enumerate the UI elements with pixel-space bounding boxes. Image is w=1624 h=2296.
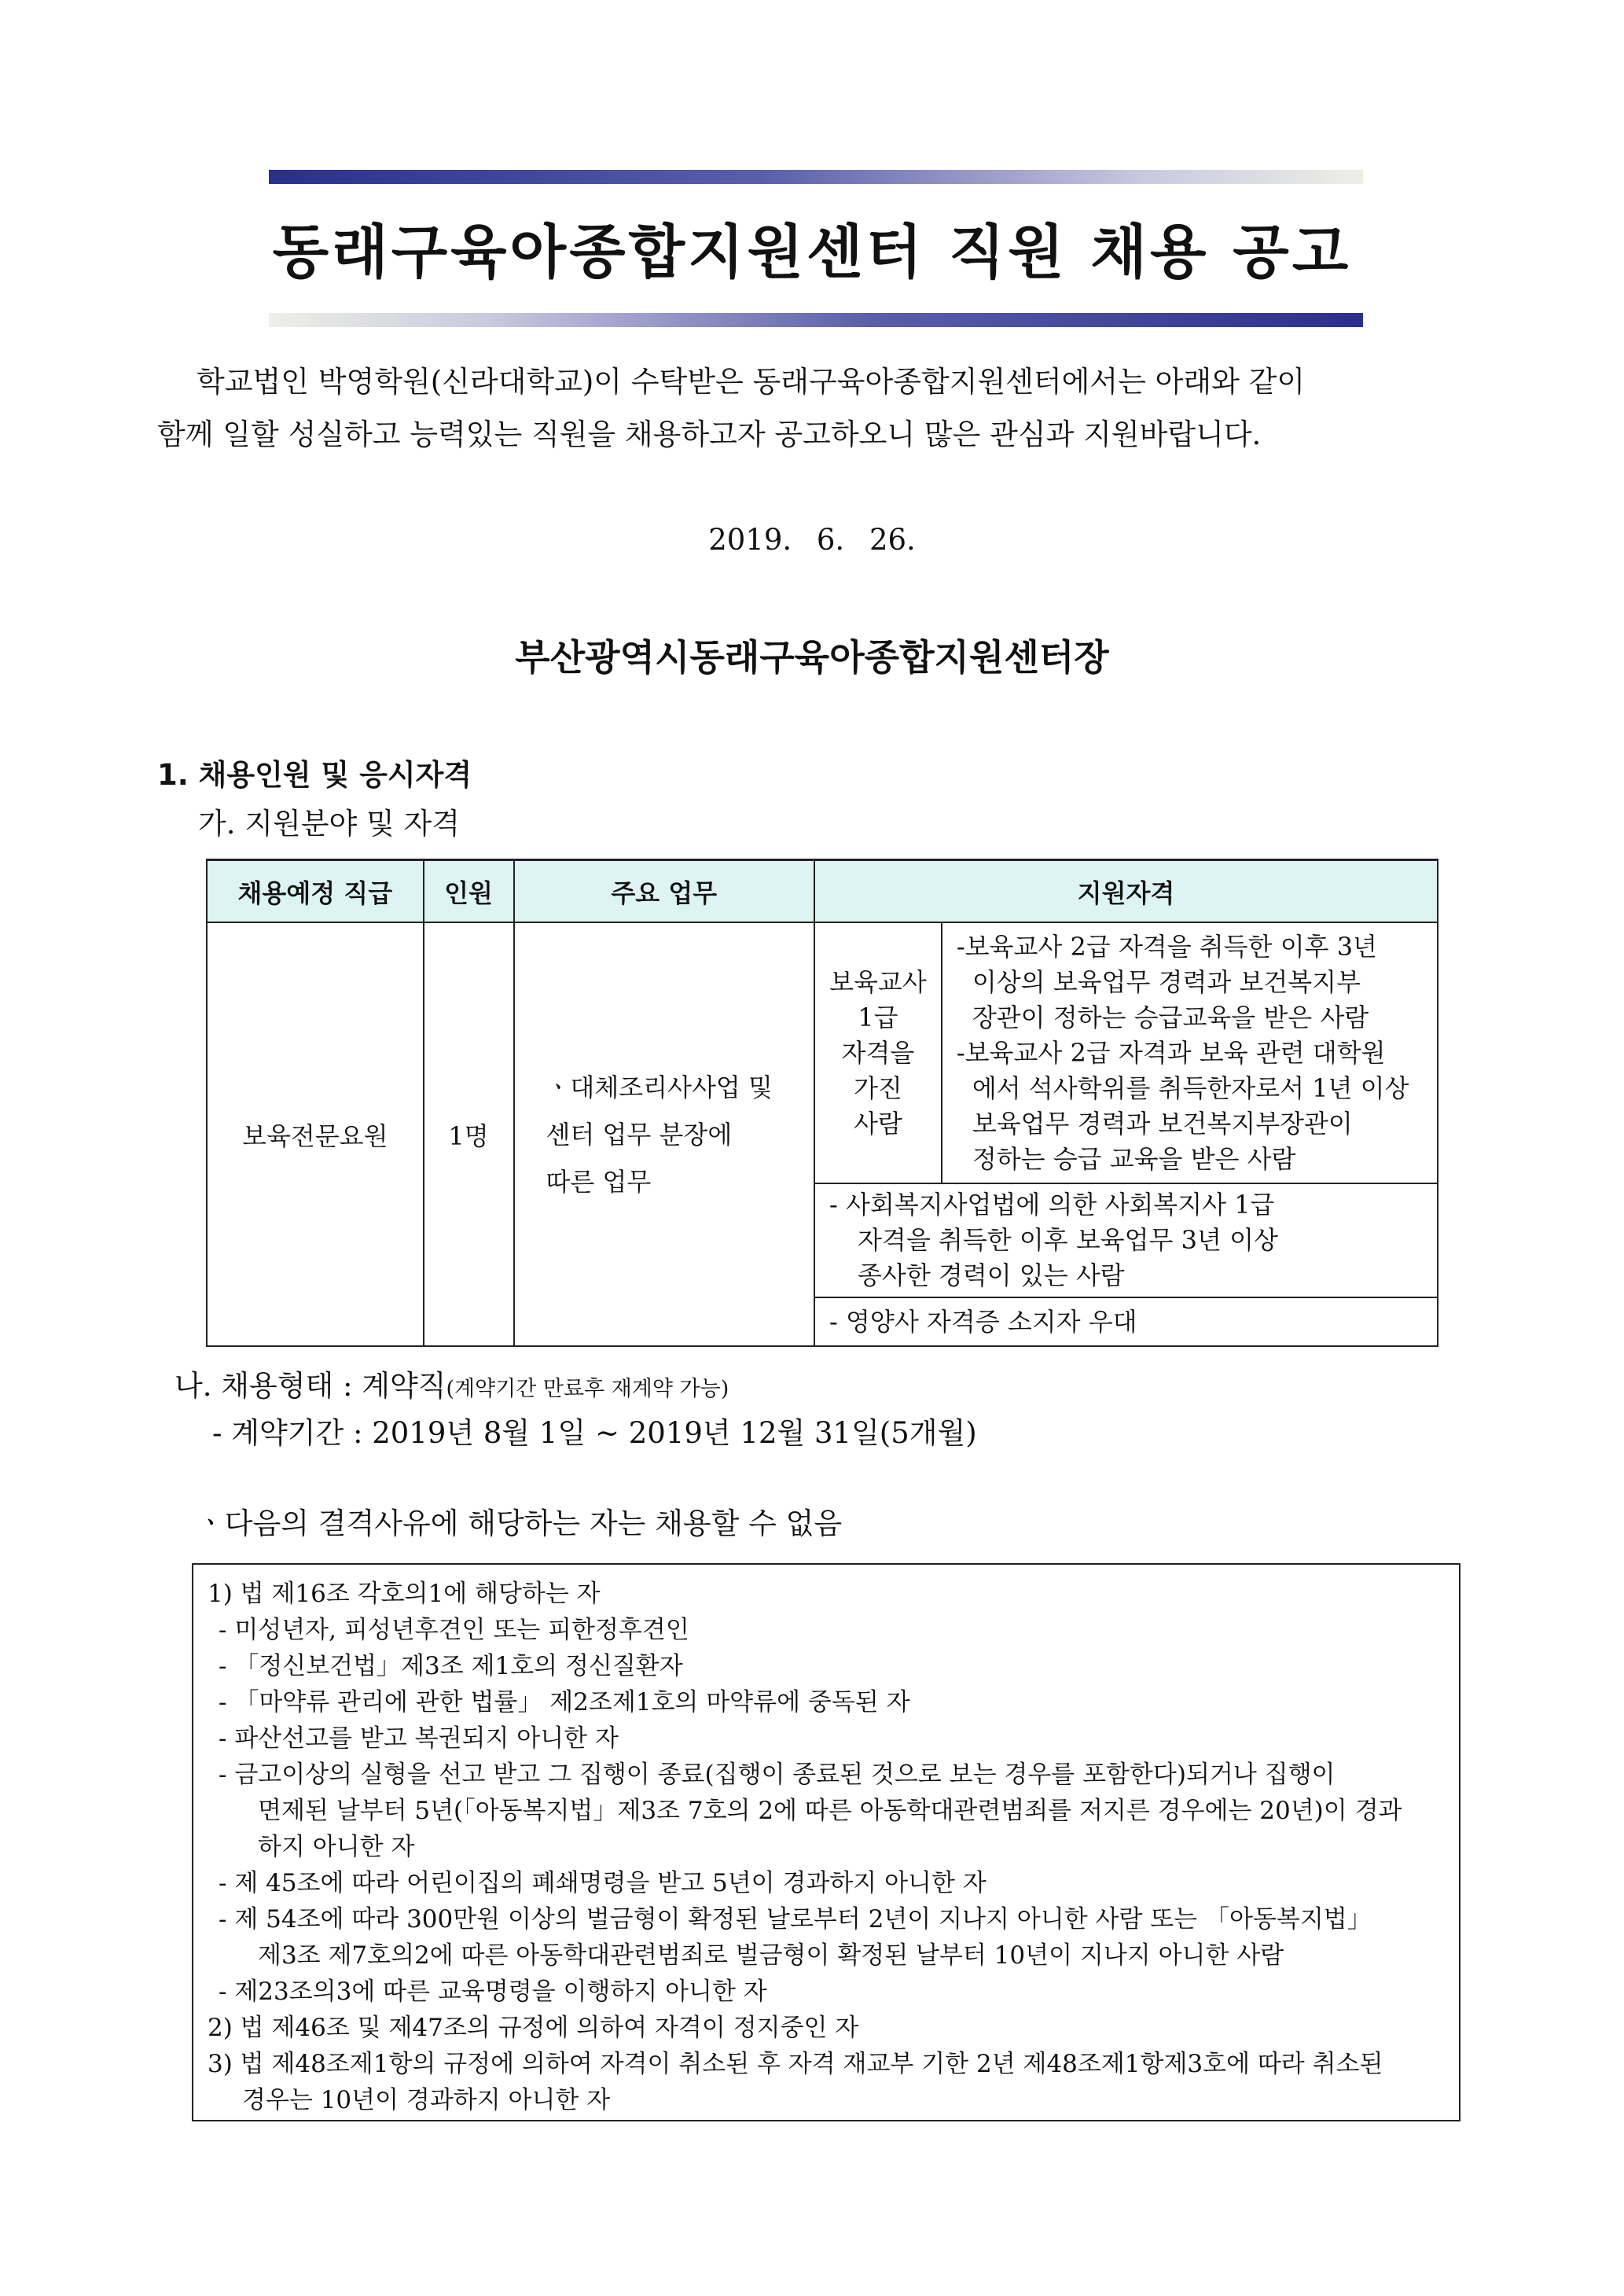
employment-type: 나. 채용형태 : 계약직 xyxy=(175,1369,446,1403)
cell-nutrition: - 영양사 자격증 소지자 우대 xyxy=(814,1297,1438,1346)
disq-line: - 「마약류 관리에 관한 법률」 제2조제1호의 마약류에 중독된 자 xyxy=(219,1688,910,1716)
duty-line: 따른 업무 xyxy=(546,1166,652,1197)
duty-line: ㆍ대체조리사사업 및 xyxy=(546,1072,773,1102)
disq-line: 면제된 날부터 5년(「아동복지법」제3조 7호의 2에 따른 아동학대관련범죄를 저지른 경우에는 20년)이 경과 xyxy=(258,1797,1402,1825)
duty-line: 센터 업무 분장에 xyxy=(546,1119,733,1150)
title-bar-bottom xyxy=(269,313,1363,327)
social-worker-line: - 사회복지사업법에 의한 사회복지사 1급 xyxy=(829,1190,1275,1220)
disq-line: 하지 아니한 자 xyxy=(258,1833,415,1861)
page-title: 동래구육아종합지원센터 직원 채용 공고 xyxy=(272,219,1352,286)
subsection-a-heading: 가. 지원분야 및 자격 xyxy=(198,807,460,841)
qual-label-line: 가진 xyxy=(854,1073,902,1103)
table-header-row xyxy=(207,860,1438,923)
announcement-date: 2019. 6. 26. xyxy=(708,523,916,557)
disq-line: 3) 법 제48조제1항의 규정에 의하여 자격이 취소된 후 자격 재교부 기한 2년 제48조제1항제3호에 따라 취소된 xyxy=(208,2050,1383,2078)
qual-item-line: -보육교사 2급 자격을 취득한 이후 3년 xyxy=(956,931,1377,962)
table-row xyxy=(207,922,1438,1183)
disqualification-box xyxy=(192,1563,1460,2121)
disq-line: 1) 법 제16조 각호의1에 해당하는 자 xyxy=(208,1580,601,1608)
qual-item-line: 이상의 보육업무 경력과 보건복지부 xyxy=(972,966,1361,997)
qual-item-line: 보육업무 경력과 보건복지부장관이 xyxy=(972,1108,1353,1139)
intro-line-2: 함께 일할 성실하고 능력있는 직원을 채용하고자 공고하오니 많은 관심과 지원바랍니다. xyxy=(157,418,1262,451)
qual-label-line: 사람 xyxy=(854,1108,902,1139)
header-position: 채용예정 직급 xyxy=(207,860,424,923)
disq-line: - 파산선고를 받고 복권되지 아니한 자 xyxy=(219,1724,619,1753)
disq-line: - 제23조의3에 따른 교육명령을 이행하지 아니한 자 xyxy=(219,1978,767,2006)
intro-line-1: 학교법인 박영학원(신라대학교)이 수탁받은 동래구육아종합지원센터에서는 아래와 같이 xyxy=(197,365,1306,399)
section-1-heading: 1. 채용인원 및 응시자격 xyxy=(157,758,472,792)
cell-social-worker xyxy=(814,1183,1438,1297)
disq-line: 2) 법 제46조 및 제47조의 규정에 의하여 자격이 정지중인 자 xyxy=(208,2014,859,2042)
disq-line: 경우는 10년이 경과하지 아니한 자 xyxy=(242,2086,611,2114)
signature: 부산광역시동래구육아종합지원센터장 xyxy=(515,636,1109,679)
disq-line: - 「정신보건법」제3조 제1호의 정신질환자 xyxy=(219,1652,683,1680)
recruitment-table xyxy=(206,859,1438,1347)
cell-position: 보육전문요원 xyxy=(207,922,424,1346)
contract-period: - 계약기간 : 2019년 8월 1일 ~ 2019년 12월 31일(5개월) xyxy=(212,1416,977,1450)
title-bar-top xyxy=(269,170,1363,184)
cell-qual-items xyxy=(942,922,1438,1183)
disq-line: 제3조 제7호의2에 따른 아동학대관련범죄로 벌금형이 확정된 날부터 10년이 지나지 아니한 사람 xyxy=(258,1941,1284,1970)
disq-line: - 미성년자, 피성년후견인 또는 피한정후견인 xyxy=(219,1616,689,1644)
qual-label-line: 보육교사 xyxy=(829,966,927,997)
qual-item-line: -보육교사 2급 자격과 보육 관련 대학원 xyxy=(956,1037,1386,1068)
header-qualification: 지원자격 xyxy=(814,860,1438,923)
qual-label-line: 1급 xyxy=(858,1002,898,1032)
cell-count: 1명 xyxy=(424,922,514,1346)
header-duties: 주요 업무 xyxy=(514,860,815,923)
social-worker-line: 종사한 경력이 있는 사람 xyxy=(858,1260,1125,1290)
employment-type-note: (계약기간 만료후 재계약 가능) xyxy=(446,1377,729,1401)
social-worker-line: 자격을 취득한 이후 보육업무 3년 이상 xyxy=(858,1225,1278,1255)
intro-paragraph xyxy=(157,355,1478,461)
qual-item-line: 에서 석사학위를 취득한자로서 1년 이상 xyxy=(972,1073,1409,1103)
disq-line: - 제 45조에 따라 어린이집의 폐쇄명령을 받고 5년이 경과하지 아니한 자 xyxy=(219,1869,987,1897)
disqualification-heading: ㆍ다음의 결격사유에 해당하는 자는 채용할 수 없음 xyxy=(197,1507,843,1540)
subsection-b-heading xyxy=(175,1362,729,1404)
qual-item-line: 장관이 정하는 승급교육을 받은 사람 xyxy=(972,1002,1369,1032)
disq-line: - 제 54조에 따라 300만원 이상의 벌금형이 확정된 날로부터 2년이 지나지 아니한 사람 또는 「아동복지법」 xyxy=(219,1905,1372,1934)
qual-item-line: 정하는 승급 교육을 받은 사람 xyxy=(972,1143,1296,1174)
cell-duties xyxy=(514,922,815,1346)
header-count: 인원 xyxy=(424,860,514,923)
disq-line: - 금고이상의 실형을 선고 받고 그 집행이 종료(집행이 종료된 것으로 보는 경우를 포함한다)되거나 집행이 xyxy=(219,1761,1336,1789)
cell-qual-label xyxy=(814,922,942,1183)
qual-label-line: 자격을 xyxy=(841,1037,915,1068)
